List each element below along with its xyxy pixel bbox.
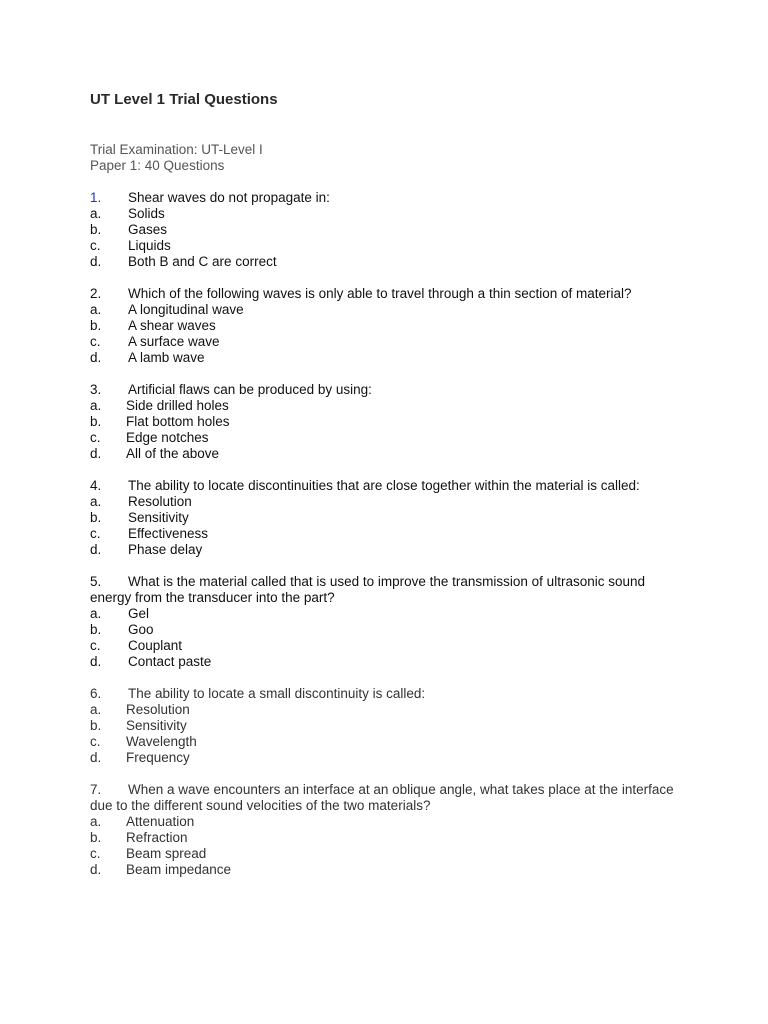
option-text: Refraction [126,830,188,845]
page-title: UT Level 1 Trial Questions [90,91,278,108]
option-letter: c. [90,734,101,749]
option-letter: d. [90,750,102,765]
option-text: Beam spread [126,846,207,861]
option-letter: d. [90,350,102,365]
option-letter: b. [90,510,102,525]
question-number: 2. [90,286,102,301]
option-d [90,750,680,766]
option-letter: d. [90,446,102,461]
option-letter: d. [90,254,102,269]
question-number: 1. [90,190,102,205]
exam-info [90,142,263,174]
option-letter: a. [90,302,102,317]
option-c [90,430,680,446]
option-letter: d. [90,542,102,557]
option-c [90,846,680,862]
option-text: Solids [128,206,165,221]
option-text: Wavelength [126,734,197,749]
question-text: Which of the following waves is only able to travel through a thin section of material? [128,286,632,301]
option-b [90,318,680,334]
option-text: Sensitivity [128,510,189,525]
option-text: Gases [128,222,168,237]
question-text: When a wave encounters an interface at an oblique angle, what takes place at the interface due to the different sound velocities of the two materials? [90,782,674,813]
option-text: Contact paste [128,654,212,669]
option-a [90,702,680,718]
option-letter: a. [90,702,102,717]
option-text: Goo [128,622,154,637]
option-text: Sensitivity [126,718,187,733]
option-c [90,638,680,654]
option-b [90,414,680,430]
option-text: Frequency [126,750,190,765]
option-text: Attenuation [126,814,195,829]
option-letter: b. [90,318,102,333]
option-text: A shear waves [128,318,216,333]
option-letter: b. [90,622,102,637]
option-letter: b. [90,718,102,733]
option-letter: c. [90,638,101,653]
option-c [90,334,680,350]
option-c [90,526,680,542]
option-text: Both B and C are correct [128,254,277,269]
option-b [90,830,680,846]
option-letter: c. [90,846,101,861]
question-5 [90,574,680,670]
option-text: Resolution [126,702,190,717]
option-a [90,398,680,414]
question-number: 5. [90,574,102,589]
question-1 [90,190,680,270]
question-number: 7. [90,782,102,797]
option-text: Beam impedance [126,862,232,877]
option-text: Edge notches [126,430,209,445]
option-letter: d. [90,862,102,877]
question-number: 4. [90,478,102,493]
option-d [90,654,680,670]
option-letter: c. [90,430,101,445]
option-b [90,622,680,638]
option-letter: c. [90,334,101,349]
option-text: A longitudinal wave [128,302,244,317]
option-a [90,814,680,830]
question-text: The ability to locate discontinuities that are close together within the material is called: [128,478,640,493]
paper-info: Paper 1: 40 Questions [90,158,225,173]
option-letter: b. [90,414,102,429]
option-a [90,302,680,318]
option-letter: a. [90,814,102,829]
option-letter: c. [90,526,101,541]
option-letter: c. [90,238,101,253]
question-text: Artificial flaws can be produced by using: [128,382,372,397]
option-d [90,542,680,558]
question-4 [90,478,680,558]
question-7 [90,782,680,878]
option-text: All of the above [126,446,220,461]
option-letter: a. [90,398,102,413]
question-text: Shear waves do not propagate in: [128,190,330,205]
option-letter: d. [90,654,102,669]
option-text: Flat bottom holes [126,414,230,429]
option-b [90,510,680,526]
option-c [90,238,680,254]
option-text: Couplant [128,638,183,653]
option-letter: a. [90,606,102,621]
option-d [90,254,680,270]
option-letter: b. [90,222,102,237]
option-b [90,718,680,734]
question-6 [90,686,680,766]
option-d [90,862,680,878]
option-a [90,206,680,222]
question-number: 6. [90,686,102,701]
option-text: Effectiveness [128,526,209,541]
option-text: A surface wave [128,334,220,349]
option-a [90,606,680,622]
option-text: Gel [128,606,150,621]
question-list [90,190,680,894]
option-letter: b. [90,830,102,845]
option-letter: a. [90,206,102,221]
option-letter: a. [90,494,102,509]
question-number: 3. [90,382,102,397]
option-text: Side drilled holes [126,398,229,413]
question-text: What is the material called that is used to improve the transmission of ultrasonic sound energy from the transducer into the part? [90,574,645,605]
question-text: The ability to locate a small discontinuity is called: [128,686,426,701]
question-2 [90,286,680,366]
option-text: Resolution [128,494,192,509]
option-text: A lamb wave [128,350,205,365]
question-3 [90,382,680,462]
option-b [90,222,680,238]
option-d [90,446,680,462]
exam-title: Trial Examination: UT-Level I [90,142,263,157]
option-text: Phase delay [128,542,203,557]
option-d [90,350,680,366]
option-text: Liquids [128,238,171,253]
option-c [90,734,680,750]
option-a [90,494,680,510]
